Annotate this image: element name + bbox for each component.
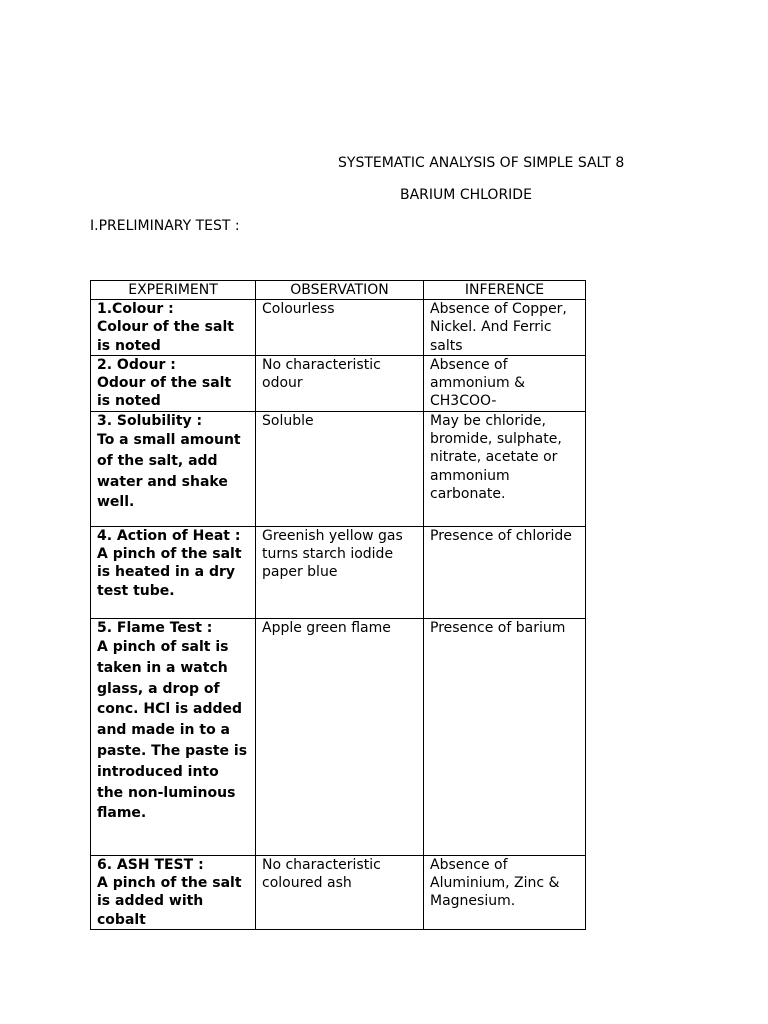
experiment-detail: To a small amount of the salt, add water and shake well. (97, 432, 241, 511)
section-heading: I.PRELIMINARY TEST : (90, 218, 240, 234)
experiment-detail: Colour of the salt is noted (97, 319, 234, 354)
observation-cell: Greenish yellow gas turns starch iodide paper blue (256, 526, 424, 618)
table-row (91, 411, 586, 526)
observation-cell: No characteristic coloured ash (256, 855, 424, 929)
experiment-cell (91, 855, 256, 929)
document-title: SYSTEMATIC ANALYSIS OF SIMPLE SALT 8 (338, 155, 625, 171)
experiment-cell (91, 355, 256, 411)
column-header-experiment: EXPERIMENT (91, 281, 256, 300)
observation-cell: Apple green flame (256, 618, 424, 855)
observation-cell: Soluble (256, 411, 424, 526)
table-header-row (91, 281, 586, 300)
experiment-detail: A pinch of salt is taken in a watch glass, a drop of conc. HCl is added and made in to a paste. The paste is introduced into the non-luminous flame. (97, 639, 248, 822)
experiment-cell (91, 618, 256, 855)
experiment-cell (91, 300, 256, 356)
experiment-step: 6. ASH TEST : (97, 856, 204, 873)
analysis-table (90, 280, 586, 930)
inference-cell: May be chloride, bromide, sulphate, nitrate, acetate or ammonium carbonate. (424, 411, 586, 526)
experiment-step: 1.Colour : (97, 301, 174, 317)
experiment-detail: A pinch of the salt is added with cobalt (97, 875, 242, 928)
table-row (91, 618, 586, 855)
inference-cell: Absence of ammonium & CH3COO- (424, 355, 586, 411)
experiment-cell (91, 526, 256, 618)
experiment-cell (91, 411, 256, 526)
experiment-detail: Odour of the salt is noted (97, 375, 232, 410)
table-row (91, 355, 586, 411)
experiment-step: 2. Odour : (97, 356, 176, 373)
column-header-observation: OBSERVATION (256, 281, 424, 300)
inference-cell: Presence of chloride (424, 526, 586, 618)
experiment-detail: A pinch of the salt is heated in a dry test tube. (97, 546, 242, 599)
table-row (91, 855, 586, 929)
inference-cell: Absence of Aluminium, Zinc & Magnesium. (424, 855, 586, 929)
experiment-step: 3. Solubility : (97, 412, 203, 429)
inference-cell: Absence of Copper, Nickel. And Ferric salts (424, 300, 586, 356)
observation-cell: No characteristic odour (256, 355, 424, 411)
observation-cell: Colourless (256, 300, 424, 356)
column-header-inference: INFERENCE (424, 281, 586, 300)
document-subtitle: BARIUM CHLORIDE (400, 187, 532, 203)
inference-cell: Presence of barium (424, 618, 586, 855)
table-row (91, 526, 586, 618)
experiment-step: 4. Action of Heat : (97, 527, 241, 544)
experiment-step: 5. Flame Test : (97, 619, 213, 636)
table-row (91, 300, 586, 356)
